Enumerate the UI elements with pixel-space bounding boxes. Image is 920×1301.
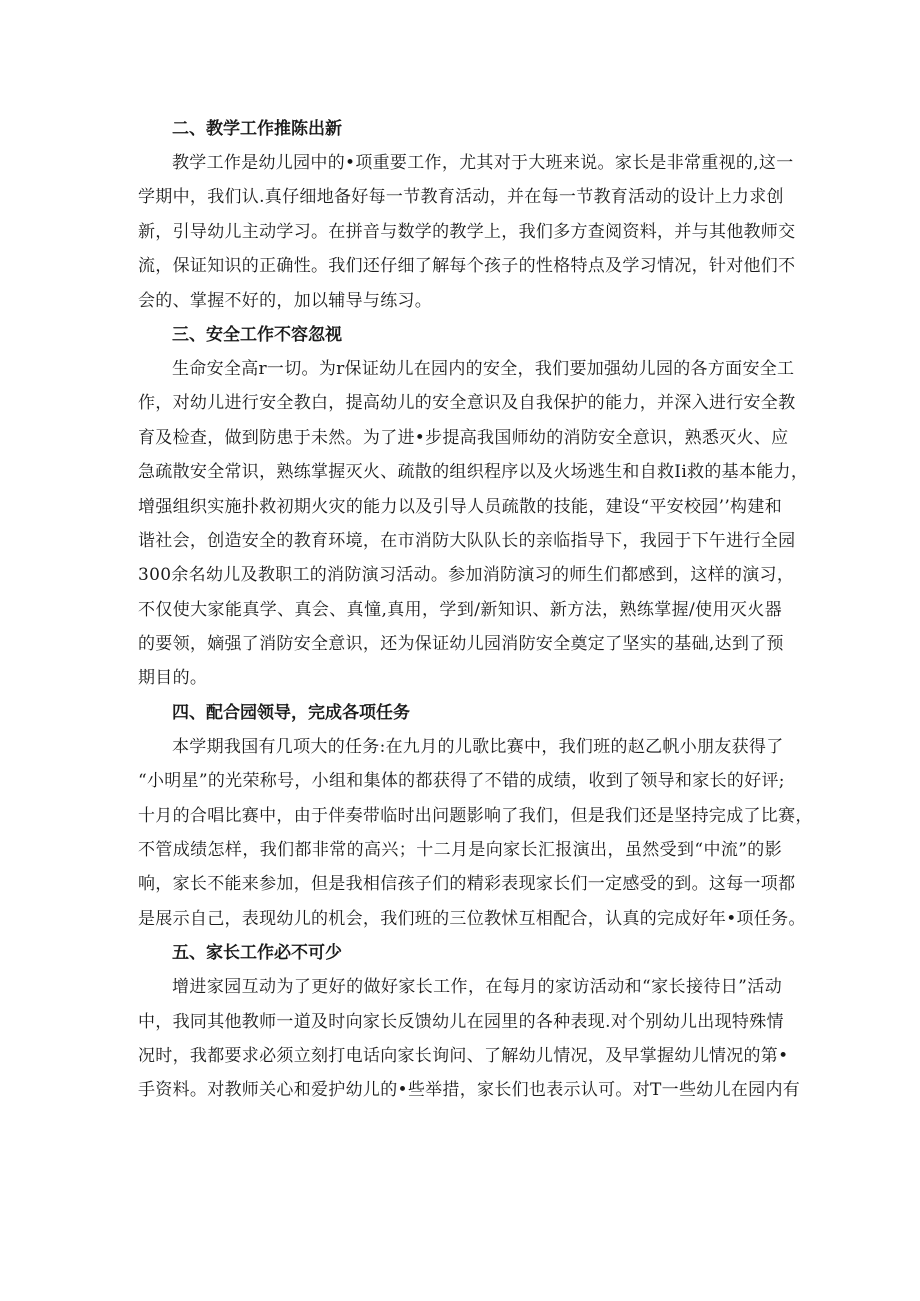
paragraph-line: 增强组织实施扑救初期火灾的能力以及引导人员疏散的技能，建设“平安校园’’构建和: [138, 496, 782, 517]
paragraph-line: 谐社会，创造安全的教育环境，在市消防大队队长的亲临指导下，我园于下午进行全园: [138, 530, 796, 551]
paragraph-line: 期目的。: [138, 668, 208, 689]
paragraph-line: 况时，我都要求必须立刻打电话向家长询问、了解幼儿情况，及早掌握幼儿情况的第•: [138, 1045, 789, 1066]
paragraph-line: 是展示自己，表现幼儿的机会，我们班的三位教怵互相配合，认真的完成好年•项任务。: [138, 908, 806, 929]
paragraph-line: 增进家园互动为了更好的做好家长工作，在每月的家访活动和“家长接待日”活动: [172, 977, 782, 998]
document-page: [138, 112, 813, 1108]
section-paragraph: [138, 970, 801, 1108]
section-heading: 二、教学工作推陈出新: [172, 119, 342, 139]
paragraph-line: 新，引导幼儿主动学习。在拼音与数学的教学上，我们多方查阅资料，并与其他教师交: [138, 221, 796, 242]
section-paragraph: [138, 352, 809, 696]
paragraph-line: 学期中，我们认.真仔细地备好每一节教育活动，并在每一节教育活动的设计上力求创: [138, 187, 784, 208]
paragraph-line: 的要领，嫡强了消防安全意识，还为保证幼儿园消防安全奠定了坚实的基础,达到了预: [138, 634, 784, 655]
section-heading: 三、安全工作不容忽视: [172, 324, 342, 345]
section-paragraph: [138, 730, 813, 936]
paragraph-line: 生命安全高r一切。为r保证幼儿在园内的安全，我们要加强幼儿园的各方面安全工: [172, 358, 795, 379]
paragraph-line: 不管成绩怎样，我们都非常的高兴；十二月是向家长汇报演出，虽然受到“中流”的影: [138, 840, 782, 861]
paragraph-line: 300余名幼儿及教职工的消防演习活动。参加消防演习的师生们都感到，这样的演习，: [138, 565, 795, 586]
section-heading: 五、家长工作必不可少: [172, 943, 342, 964]
paragraph-line: 手资料。对教师关心和爱护幼儿的•些举措，家长们也表示认可。对T一些幼儿在园内有: [138, 1080, 801, 1101]
paragraph-line: 作，对幼儿进行安全教白，提高幼儿的安全意识及自我保护的能力，并深入进行安全教: [138, 393, 796, 414]
paragraph-line: 急疏散安全常识，熟练掌握灭火、疏散的组织程序以及火场逃生和自救Ii救的基本能力，: [138, 462, 809, 483]
section-paragraph: [138, 146, 796, 318]
paragraph-line: 流，保证知识的正确性。我们还仔细了解每个孩子的性格特点及学习情况，针对他们不: [138, 256, 796, 277]
paragraph-line: 会的、掌握不好的，加以辅导与练习。: [138, 290, 433, 311]
paragraph-line: 教学工作是幼儿园中的•项重要工作，尤其对于大班来说。家长是非常重视的,这一: [172, 153, 794, 173]
section-heading: 四、配合园领导，完成各项任务: [172, 702, 410, 723]
paragraph-line: 育及检查，做到防患于未然。为了进•步提高我国师幼的消防安全意识，熟悉灭火、应: [138, 427, 789, 448]
paragraph-line: 不仅使大家能真学、真会、真憧,真用，学到/新知识、新方法，熟练掌握/使用灭火器: [138, 599, 782, 620]
paragraph-line: “小明星”的光荣称号，小组和集体的都获得了不错的成绩，收到了领导和家长的好评;: [138, 771, 785, 792]
paragraph-line: 中，我同其他教师一道及时向家长反馈幼儿在园里的各种表现.对个别幼儿出现特殊情: [138, 1011, 784, 1032]
paragraph-line: 十月的合唱比赛中，由于伴奏带临时出问题影响了我们，但是我们还是坚持完成了比赛，: [138, 805, 813, 826]
paragraph-line: 响，家长不能来参加，但是我相信孩子们的精彩表现家长们一定感受的到。这每一项都: [138, 874, 796, 895]
paragraph-line: 本学期我国有几项大的任务:在九月的儿歌比赛中，我们班的赵乙帆小朋友获得了: [172, 736, 784, 757]
